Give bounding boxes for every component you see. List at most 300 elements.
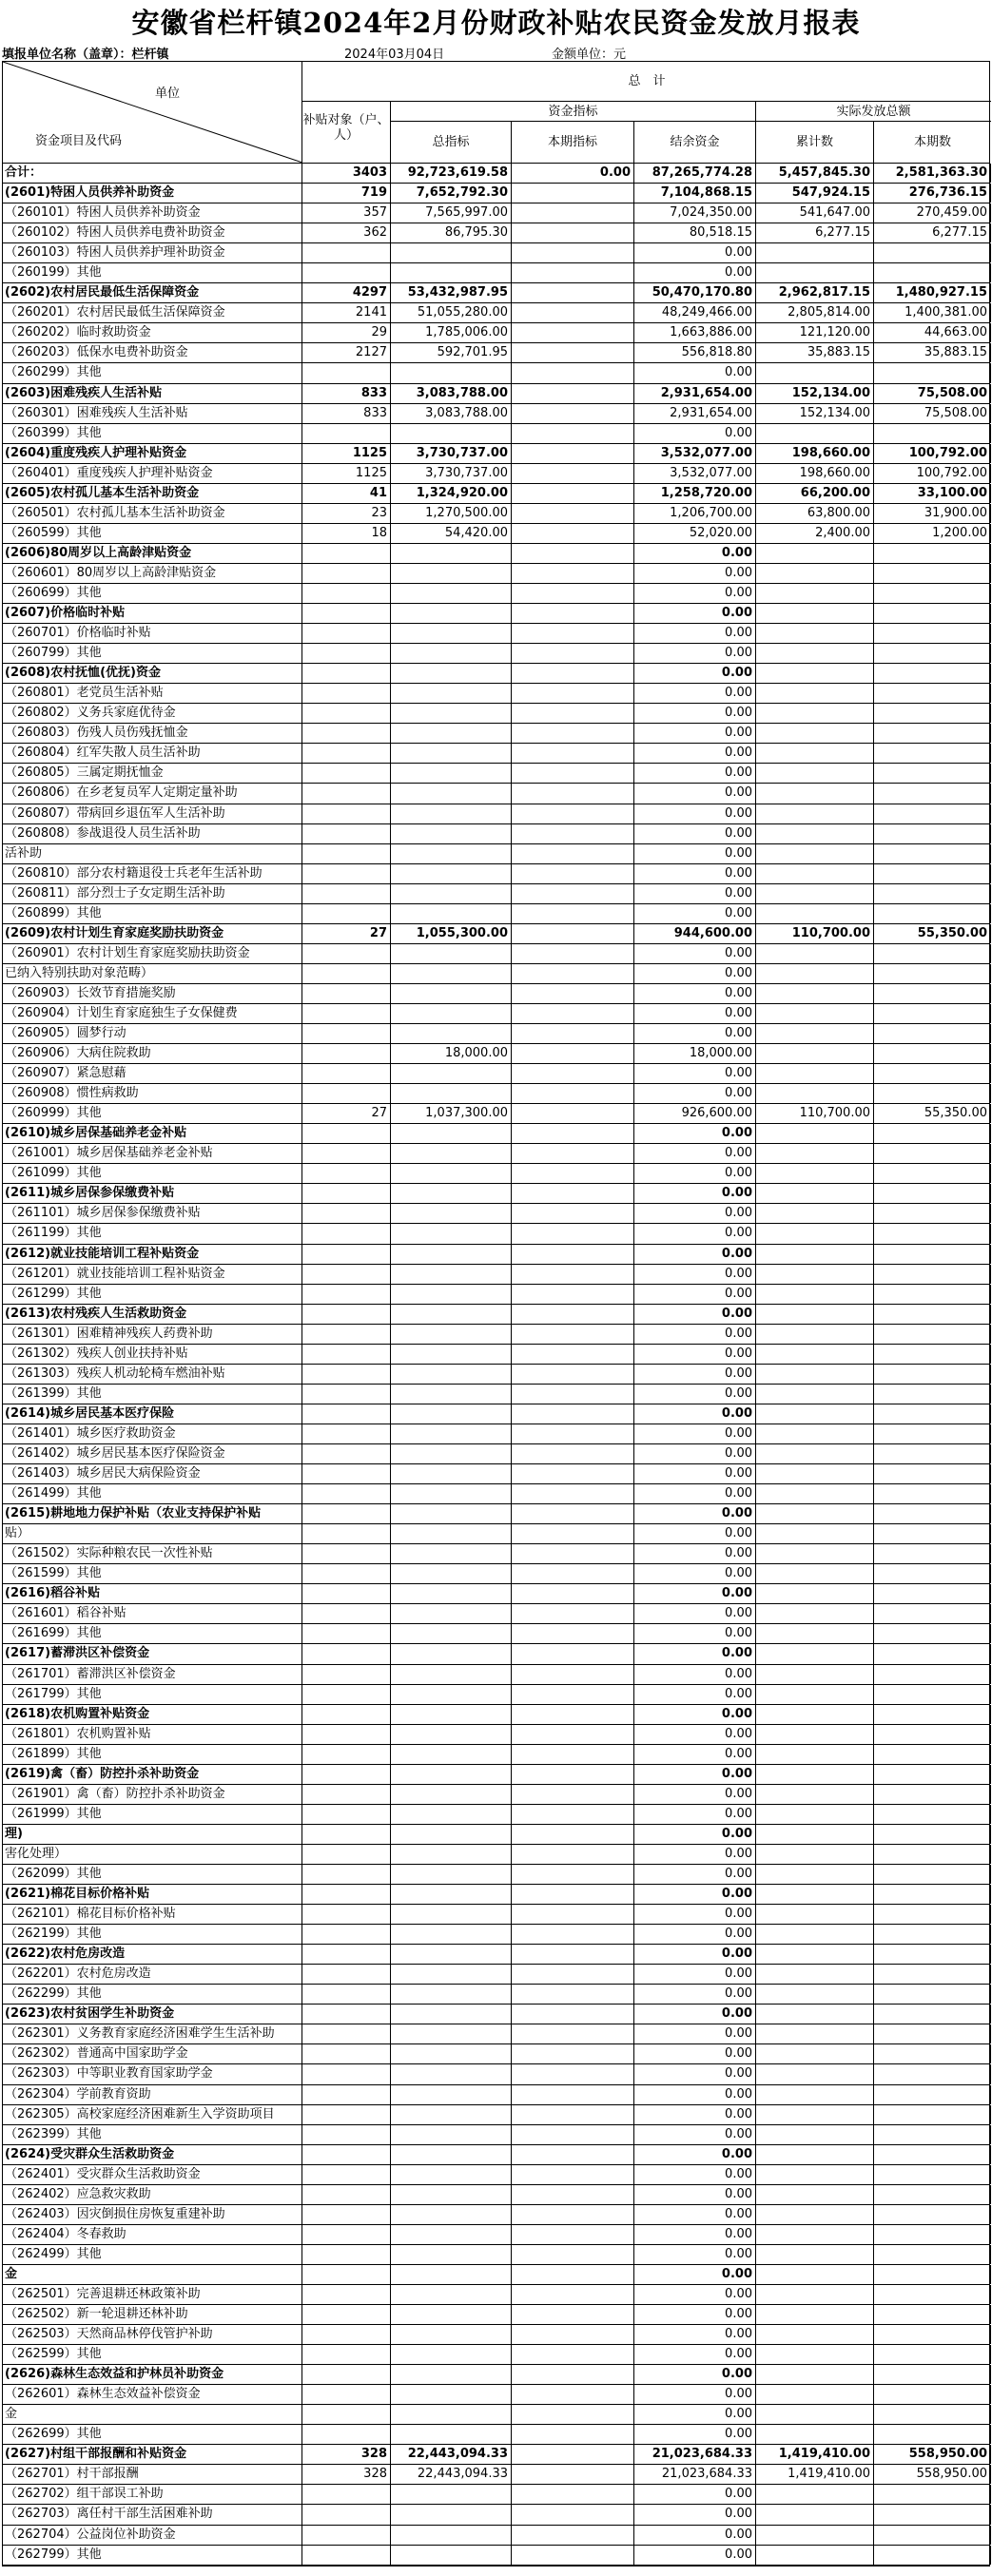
cell-this-index — [512, 484, 634, 503]
cell-total-index — [391, 844, 512, 863]
cell-item: （260101）特困人员供养补助资金 — [3, 203, 302, 223]
cell-this-index — [512, 1604, 634, 1623]
cell-this-period — [874, 784, 991, 803]
cell-total-index — [391, 2245, 512, 2264]
cell-this-index — [512, 1885, 634, 1904]
cell-this-period — [874, 744, 991, 763]
cell-total-index — [391, 2145, 512, 2164]
table-row — [3, 2225, 989, 2245]
cell-this-period — [874, 424, 991, 443]
cell-cumulative — [756, 624, 874, 643]
cell-subsidy-target — [302, 2546, 391, 2565]
cell-subsidy-target: 833 — [302, 404, 391, 423]
table-row — [3, 1825, 989, 1845]
cell-this-index — [512, 924, 634, 943]
cell-item: （261499）其他 — [3, 1484, 302, 1503]
table-row — [3, 604, 989, 624]
cell-this-index — [512, 1385, 634, 1404]
cell-cumulative — [756, 2145, 874, 2164]
table-row — [3, 1685, 989, 1705]
cell-subsidy-target — [302, 243, 391, 262]
cell-subsidy-target — [302, 2005, 391, 2024]
cell-total-index — [391, 1745, 512, 1764]
cell-total-index — [391, 1845, 512, 1864]
cell-item: （262703）离任村干部生活困难补助 — [3, 2505, 302, 2524]
cell-cumulative — [756, 1665, 874, 1684]
cell-this-period — [874, 1224, 991, 1243]
cell-subsidy-target — [302, 904, 391, 923]
cell-this-index — [512, 1325, 634, 1344]
cell-cumulative — [756, 724, 874, 743]
cell-this-index — [512, 784, 634, 803]
table-row — [3, 1084, 989, 1104]
cell-this-index — [512, 2044, 634, 2063]
cell-cumulative — [756, 2485, 874, 2504]
table-row — [3, 404, 989, 424]
cell-this-index — [512, 584, 634, 603]
cell-this-period — [874, 584, 991, 603]
cell-item: 活补助 — [3, 844, 302, 863]
cell-cumulative — [756, 1985, 874, 2004]
cell-subsidy-target — [302, 1044, 391, 1063]
cell-this-period — [874, 2225, 991, 2244]
cell-subsidy-target — [302, 1765, 391, 1784]
cell-cumulative — [756, 984, 874, 1003]
table-row — [3, 1404, 989, 1424]
cell-this-period — [874, 1745, 991, 1764]
table-row — [3, 864, 989, 884]
cell-item: (2614)城乡居民基本医疗保险 — [3, 1404, 302, 1424]
cell-this-period — [874, 824, 991, 843]
cell-this-index — [512, 2205, 634, 2224]
cell-this-index: 0.00 — [512, 164, 634, 183]
cell-item: （260299）其他 — [3, 363, 302, 382]
cell-cumulative — [756, 1705, 874, 1724]
cell-item: (2623)农村贫困学生补助资金 — [3, 2005, 302, 2024]
table-row — [3, 724, 989, 744]
cell-cumulative — [756, 844, 874, 863]
cell-subsidy-target: 27 — [302, 1104, 391, 1123]
cell-this-index — [512, 2445, 634, 2464]
cell-cumulative — [756, 1265, 874, 1284]
cell-this-index — [512, 1285, 634, 1304]
cell-subsidy-target — [302, 1325, 391, 1344]
cell-this-period: 100,792.00 — [874, 464, 991, 483]
cell-balance: 0.00 — [634, 1905, 756, 1924]
cell-this-index — [512, 984, 634, 1003]
cell-total-index — [391, 724, 512, 743]
cell-item: （261303）残疾人机动轮椅车燃油补贴 — [3, 1365, 302, 1384]
cell-balance: 556,818.80 — [634, 343, 756, 362]
cell-subsidy-target — [302, 1004, 391, 1023]
table-row — [3, 1604, 989, 1624]
cell-this-index — [512, 1745, 634, 1764]
cell-balance: 0.00 — [634, 1444, 756, 1463]
cell-this-period — [874, 2546, 991, 2565]
cell-total-index — [391, 764, 512, 783]
table-body — [3, 164, 989, 2566]
cell-item: （262302）普通高中国家助学金 — [3, 2044, 302, 2063]
cell-cumulative — [756, 1685, 874, 1704]
cell-total-index — [391, 2385, 512, 2404]
cell-total-index — [391, 964, 512, 983]
cell-subsidy-target — [302, 363, 391, 382]
cell-cumulative — [756, 884, 874, 903]
table-row — [3, 1785, 989, 1805]
cell-item: （261701）蓄滞洪区补偿资金 — [3, 1665, 302, 1684]
cell-this-period — [874, 1404, 991, 1424]
cell-item: （261001）城乡居保基础养老金补贴 — [3, 1144, 302, 1163]
cell-total-index — [391, 584, 512, 603]
cell-this-index — [512, 2526, 634, 2545]
cell-this-index — [512, 1404, 634, 1424]
cell-item: （261402）城乡居民基本医疗保险资金 — [3, 1444, 302, 1463]
cell-item: （262399）其他 — [3, 2125, 302, 2144]
cell-total-index — [391, 1665, 512, 1684]
cell-this-period: 31,900.00 — [874, 504, 991, 523]
cell-cumulative — [756, 1204, 874, 1223]
cell-cumulative — [756, 1564, 874, 1583]
cell-cumulative: 152,134.00 — [756, 384, 874, 403]
cell-this-index — [512, 2245, 634, 2264]
cell-this-period — [874, 804, 991, 823]
cell-subsidy-target — [302, 564, 391, 583]
cell-balance: 0.00 — [634, 764, 756, 783]
cell-item: （261403）城乡居民大病保险资金 — [3, 1464, 302, 1483]
cell-balance: 0.00 — [634, 1805, 756, 1824]
cell-item: （261899）其他 — [3, 1745, 302, 1764]
cell-subsidy-target — [302, 1985, 391, 2004]
cell-balance: 0.00 — [634, 1184, 756, 1203]
cell-subsidy-target — [302, 2345, 391, 2364]
cell-total-index: 1,785,006.00 — [391, 323, 512, 342]
cell-balance: 0.00 — [634, 1504, 756, 1523]
table-row — [3, 2044, 989, 2064]
cell-balance: 0.00 — [634, 1164, 756, 1183]
table-row — [3, 2345, 989, 2365]
cell-balance: 0.00 — [634, 1965, 756, 1984]
cell-item: （261401）城乡医疗救助资金 — [3, 1424, 302, 1443]
cell-subsidy-target — [302, 1124, 391, 1143]
cell-cumulative — [756, 1945, 874, 1964]
cell-subsidy-target — [302, 2125, 391, 2144]
cell-total-index — [391, 824, 512, 843]
cell-this-index — [512, 1705, 634, 1724]
cell-balance: 0.00 — [634, 1825, 756, 1844]
cell-cumulative — [756, 2105, 874, 2124]
table-row — [3, 1564, 989, 1584]
cell-total-index: 86,795.30 — [391, 223, 512, 242]
cell-cumulative — [756, 784, 874, 803]
cell-total-index — [391, 1685, 512, 1704]
cell-subsidy-target — [302, 684, 391, 703]
cell-item: （262599）其他 — [3, 2345, 302, 2364]
cell-item: （262305）高校家庭经济困难新生入学资助项目 — [3, 2105, 302, 2124]
cell-this-index — [512, 2365, 634, 2384]
cell-subsidy-target — [302, 1464, 391, 1483]
table-row — [3, 1265, 989, 1285]
cell-item: （260801）老党员生活补贴 — [3, 684, 302, 703]
cell-balance: 0.00 — [634, 1705, 756, 1724]
cell-balance: 0.00 — [634, 2325, 756, 2344]
cell-item: （260401）重度残疾人护理补贴资金 — [3, 464, 302, 483]
cell-item: 已纳入特别扶助对象范畴） — [3, 964, 302, 983]
table-row — [3, 1224, 989, 1244]
cell-this-period — [874, 1184, 991, 1203]
cell-item: （262303）中等职业教育国家助学金 — [3, 2064, 302, 2083]
cell-cumulative — [756, 1424, 874, 1443]
table-row — [3, 384, 989, 404]
cell-this-period — [874, 1604, 991, 1623]
cell-cumulative — [756, 2345, 874, 2364]
cell-this-index — [512, 2005, 634, 2024]
cell-this-index — [512, 1484, 634, 1503]
cell-balance: 0.00 — [634, 704, 756, 723]
cell-total-index — [391, 2405, 512, 2424]
table-row — [3, 924, 989, 944]
cell-this-index — [512, 1584, 634, 1603]
cell-total-index — [391, 1084, 512, 1103]
table-row — [3, 1365, 989, 1385]
cell-item: （260599）其他 — [3, 524, 302, 543]
cell-balance: 21,023,684.33 — [634, 2445, 756, 2464]
cell-total-index — [391, 1584, 512, 1603]
table-row — [3, 1044, 989, 1064]
table-row — [3, 2385, 989, 2405]
cell-cumulative: 110,700.00 — [756, 924, 874, 943]
cell-balance: 0.00 — [634, 2145, 756, 2164]
cell-subsidy-target: 4297 — [302, 283, 391, 302]
cell-subsidy-target — [302, 1285, 391, 1304]
cell-subsidy-target: 3403 — [302, 164, 391, 183]
cell-item: （262404）冬春救助 — [3, 2225, 302, 2244]
cell-this-period: 55,350.00 — [874, 924, 991, 943]
table-row — [3, 1524, 989, 1544]
cell-this-period — [874, 2485, 991, 2504]
cell-this-period — [874, 1705, 991, 1724]
cell-item: （260803）伤残人员伤残抚恤金 — [3, 724, 302, 743]
cell-this-period — [874, 1464, 991, 1483]
table-row — [3, 664, 989, 684]
cell-this-index — [512, 444, 634, 463]
cell-item: （260301）困难残疾人生活补贴 — [3, 404, 302, 423]
cell-this-index — [512, 2225, 634, 2244]
cell-subsidy-target — [302, 1865, 391, 1884]
table-row — [3, 944, 989, 964]
cell-cumulative — [756, 1444, 874, 1463]
cell-balance: 0.00 — [634, 1685, 756, 1704]
cell-subsidy-target: 29 — [302, 323, 391, 342]
cell-total-index — [391, 864, 512, 883]
cell-item: （260806）在乡老复员军人定期定量补助 — [3, 784, 302, 803]
cell-this-period — [874, 1124, 991, 1143]
cell-this-period — [874, 844, 991, 863]
cell-total-index: 22,443,094.33 — [391, 2465, 512, 2484]
cell-this-period — [874, 624, 991, 643]
cell-cumulative — [756, 1885, 874, 1904]
cell-balance: 0.00 — [634, 1484, 756, 1503]
cell-cumulative — [756, 644, 874, 663]
table-row — [3, 2485, 989, 2505]
cell-balance: 0.00 — [634, 1365, 756, 1384]
cell-this-index — [512, 2505, 634, 2524]
cell-balance: 80,518.15 — [634, 223, 756, 242]
cell-this-index — [512, 1144, 634, 1163]
table-row — [3, 464, 989, 484]
cell-item: （260199）其他 — [3, 263, 302, 282]
cell-cumulative — [756, 764, 874, 783]
cell-item: （260804）红军失散人员生活补助 — [3, 744, 302, 763]
header-subsidy-target: 补贴对象（户、人） — [302, 102, 391, 163]
table-row — [3, 2285, 989, 2305]
cell-balance: 0.00 — [634, 864, 756, 883]
cell-cumulative: 35,883.15 — [756, 343, 874, 362]
cell-balance: 0.00 — [634, 1305, 756, 1324]
cell-balance: 0.00 — [634, 2526, 756, 2545]
cell-cumulative: 198,660.00 — [756, 444, 874, 463]
cell-item: (2617)蓄滞洪区补偿资金 — [3, 1644, 302, 1663]
cell-cumulative — [756, 1584, 874, 1603]
cell-balance: 0.00 — [634, 1745, 756, 1764]
cell-this-index — [512, 2024, 634, 2043]
cell-subsidy-target — [302, 1705, 391, 1724]
cell-this-period — [874, 2185, 991, 2204]
cell-subsidy-target — [302, 844, 391, 863]
cell-total-index — [391, 2505, 512, 2524]
cell-this-period — [874, 2044, 991, 2063]
table-row — [3, 2405, 989, 2425]
cell-item: （261101）城乡居保参保缴费补贴 — [3, 1204, 302, 1223]
cell-cumulative — [756, 1725, 874, 1744]
cell-this-period — [874, 2345, 991, 2364]
cell-this-index — [512, 2345, 634, 2364]
cell-this-index — [512, 684, 634, 703]
cell-balance: 0.00 — [634, 784, 756, 803]
cell-this-period — [874, 1144, 991, 1163]
cell-cumulative — [756, 904, 874, 923]
cell-balance: 0.00 — [634, 624, 756, 643]
cell-total-index — [391, 2325, 512, 2344]
cell-this-period: 6,277.15 — [874, 223, 991, 242]
cell-this-period — [874, 1945, 991, 1964]
cell-this-index — [512, 1665, 634, 1684]
table-row — [3, 2325, 989, 2345]
cell-this-period — [874, 1084, 991, 1103]
cell-cumulative — [756, 744, 874, 763]
cell-subsidy-target — [302, 1265, 391, 1284]
cell-item: 贴） — [3, 1524, 302, 1543]
table-row — [3, 1805, 989, 1825]
cell-this-index — [512, 704, 634, 723]
cell-this-period — [874, 1665, 991, 1684]
cell-subsidy-target — [302, 2024, 391, 2043]
cell-cumulative — [756, 1504, 874, 1523]
cell-balance: 0.00 — [634, 2385, 756, 2404]
cell-item: （261901）禽（畜）防控扑杀补助资金 — [3, 1785, 302, 1804]
cell-subsidy-target — [302, 1504, 391, 1523]
cell-balance: 50,470,170.80 — [634, 283, 756, 302]
cell-item: （261301）困难精神残疾人药费补助 — [3, 1325, 302, 1344]
cell-item: (2605)农村孤儿基本生活补助资金 — [3, 484, 302, 503]
cell-total-index: 51,055,280.00 — [391, 303, 512, 322]
cell-this-period — [874, 1825, 991, 1844]
cell-cumulative — [756, 1084, 874, 1103]
cell-balance: 0.00 — [634, 1725, 756, 1744]
cell-this-period — [874, 263, 991, 282]
cell-total-index — [391, 2365, 512, 2384]
cell-total-index — [391, 243, 512, 262]
cell-this-period — [874, 2385, 991, 2404]
cell-this-period — [874, 1624, 991, 1643]
cell-cumulative — [756, 2165, 874, 2184]
cell-total-index: 7,652,792.30 — [391, 184, 512, 203]
cell-subsidy-target — [302, 744, 391, 763]
cell-this-index — [512, 283, 634, 302]
table-row — [3, 1124, 989, 1144]
cell-total-index — [391, 363, 512, 382]
header-cumulative: 累计数 — [756, 122, 874, 163]
cell-item: （262704）公益岗位补助资金 — [3, 2526, 302, 2545]
cell-item: （262199）其他 — [3, 1925, 302, 1944]
cell-cumulative — [756, 1164, 874, 1183]
cell-this-index — [512, 2125, 634, 2144]
cell-total-index — [391, 1905, 512, 1924]
cell-balance: 0.00 — [634, 604, 756, 623]
cell-balance: 0.00 — [634, 263, 756, 282]
cell-this-index — [512, 544, 634, 563]
cell-this-index — [512, 343, 634, 362]
cell-cumulative — [756, 2205, 874, 2224]
cell-item: （260202）临时救助资金 — [3, 323, 302, 342]
cell-balance: 0.00 — [634, 2085, 756, 2104]
cell-subsidy-target — [302, 2385, 391, 2404]
cell-item: (2627)村组干部报酬和补贴资金 — [3, 2445, 302, 2464]
cell-total-index — [391, 1245, 512, 1264]
table-row — [3, 424, 989, 444]
table-row — [3, 2064, 989, 2084]
cell-balance: 0.00 — [634, 664, 756, 683]
table-row — [3, 684, 989, 704]
cell-subsidy-target — [302, 1224, 391, 1243]
cell-balance: 0.00 — [634, 1424, 756, 1443]
cell-subsidy-target — [302, 1825, 391, 1844]
cell-balance: 0.00 — [634, 1265, 756, 1284]
cell-total-index — [391, 263, 512, 282]
cell-this-period — [874, 1385, 991, 1404]
cell-total-index — [391, 1765, 512, 1784]
cell-item: （262601）森林生态效益补偿资金 — [3, 2385, 302, 2404]
table-row — [3, 283, 989, 303]
table-row — [3, 2526, 989, 2546]
cell-this-index — [512, 1524, 634, 1543]
cell-item: (2611)城乡居保参保缴费补贴 — [3, 1184, 302, 1203]
table-row — [3, 2145, 989, 2165]
cell-item: （260802）义务兵家庭优待金 — [3, 704, 302, 723]
cell-total-index — [391, 1725, 512, 1744]
cell-cumulative: 198,660.00 — [756, 464, 874, 483]
cell-subsidy-target — [302, 1064, 391, 1083]
cell-balance: 0.00 — [634, 1524, 756, 1543]
cell-total-index — [391, 1925, 512, 1944]
table-row — [3, 1345, 989, 1365]
cell-this-index — [512, 404, 634, 423]
cell-this-index — [512, 1064, 634, 1083]
table-row — [3, 343, 989, 363]
cell-total-index — [391, 1204, 512, 1223]
cell-this-period — [874, 1345, 991, 1364]
table-row — [3, 1104, 989, 1124]
cell-cumulative — [756, 1865, 874, 1884]
